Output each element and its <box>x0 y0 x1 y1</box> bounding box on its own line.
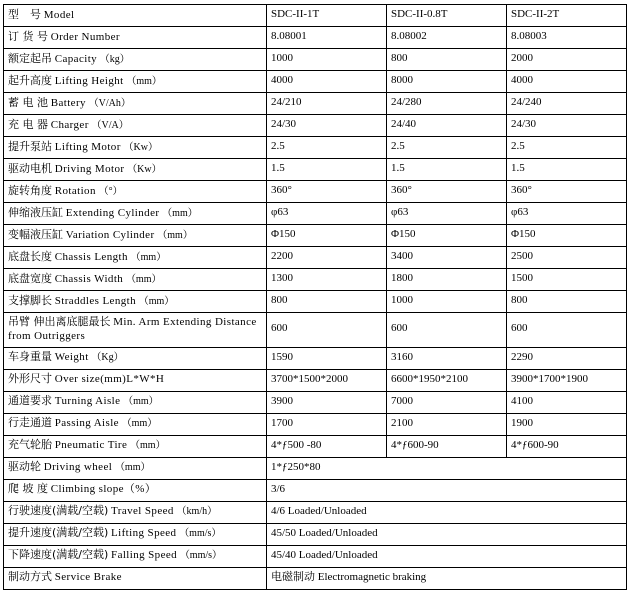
row-label-cell <box>4 247 267 269</box>
row-value-3: 1900 <box>507 413 627 435</box>
table-row <box>4 457 627 479</box>
row-label-cn: 行驶速度(满载/空载) <box>8 504 109 518</box>
row-value-2: 1000 <box>387 291 507 313</box>
row-label-cn: 订 货 号 <box>8 29 48 43</box>
table-row <box>4 413 627 435</box>
row-label-cell <box>4 545 267 567</box>
row-value-merged: 3/6 <box>267 479 627 501</box>
row-label-unit: （km/h） <box>176 506 218 518</box>
table-row <box>4 71 627 93</box>
row-label-unit: （Kg） <box>91 352 124 364</box>
table-row <box>4 479 627 501</box>
table-row <box>4 137 627 159</box>
row-label-unit: （mm） <box>138 295 175 307</box>
row-label-unit: （Kw） <box>123 141 158 153</box>
row-value-2: 600 <box>387 313 507 348</box>
row-label-cn: 旋转角度 <box>8 183 52 197</box>
row-label-en: Over size(mm)L*W*H <box>54 373 165 386</box>
row-label-en: Capacity <box>54 52 98 65</box>
row-value-1: 1000 <box>267 49 387 71</box>
row-label-cell <box>4 27 267 49</box>
row-value-3: Φ150 <box>507 225 627 247</box>
table-row <box>4 291 627 313</box>
row-label-cn: 底盘长度 <box>8 249 52 263</box>
table-row <box>4 225 627 247</box>
row-value-3: 600 <box>507 313 627 348</box>
row-value-2: 6600*1950*2100 <box>387 369 507 391</box>
row-label-en: Service Brake <box>54 571 122 584</box>
row-label-cn: 通道要求 <box>8 394 52 408</box>
row-label-unit: （mm） <box>126 75 162 87</box>
row-value-3: 4100 <box>507 391 627 413</box>
row-label-unit: （mm） <box>123 396 159 408</box>
row-value-2: 800 <box>387 49 507 71</box>
row-label-en: Min. Arm Extending Distance from Outriggers <box>8 316 257 342</box>
row-label-cn: 车身重量 <box>8 350 52 364</box>
row-label-cell <box>4 347 267 369</box>
row-label-en: Pneumatic Tire <box>54 439 128 452</box>
row-value-merged: 4/6 Loaded/Unloaded <box>267 501 627 523</box>
row-label-cell <box>4 93 267 115</box>
row-label-en: Turning Aisle <box>54 395 121 408</box>
row-label-cell <box>4 181 267 203</box>
row-label-cell <box>4 49 267 71</box>
table-row <box>4 203 627 225</box>
row-value-merged: 电磁制动 Electromagnetic braking <box>267 567 627 589</box>
table-row <box>4 435 627 457</box>
row-value-1: 1.5 <box>267 159 387 181</box>
row-label-en: Lifting Motor <box>54 140 121 153</box>
row-label-cell <box>4 391 267 413</box>
row-label-unit: （mm） <box>162 207 198 219</box>
row-label-en: Order Number <box>50 30 120 43</box>
row-value-2: 3400 <box>387 247 507 269</box>
row-label-cell <box>4 159 267 181</box>
row-label-unit: （mm） <box>130 251 167 263</box>
row-label-unit: （°） <box>98 185 123 197</box>
table-row <box>4 115 627 137</box>
row-value-3: 360° <box>507 181 627 203</box>
row-label-cn: 驱动轮 <box>8 460 41 474</box>
row-value-1: 2.5 <box>267 137 387 159</box>
table-row <box>4 181 627 203</box>
row-label-unit: （kg） <box>99 53 130 65</box>
row-label-cell <box>4 313 267 348</box>
row-label-cell <box>4 291 267 313</box>
row-label-cn: 变幅液压缸 <box>8 227 63 241</box>
row-label-cn: 外形尺寸 <box>8 372 52 386</box>
row-label-unit: （mm） <box>157 229 193 241</box>
row-label-cell <box>4 479 267 501</box>
row-value-3: 24/30 <box>507 115 627 137</box>
row-value-merged: 45/50 Loaded/Unloaded <box>267 523 627 545</box>
row-value-2: 1800 <box>387 269 507 291</box>
row-label-unit: （V/A） <box>91 119 129 131</box>
table-row <box>4 523 627 545</box>
row-label-cell <box>4 269 267 291</box>
table-row <box>4 501 627 523</box>
row-label-cn: 下降速度(满载/空载) <box>8 548 109 562</box>
table-row <box>4 391 627 413</box>
row-value-1: 1590 <box>267 347 387 369</box>
row-label-en: Extending Cylinder <box>65 206 160 219</box>
row-label-en: Lifting Height <box>54 74 124 87</box>
row-label-en: Climbing slope（%） <box>50 483 157 496</box>
row-label-cn: 充气轮胎 <box>8 438 52 452</box>
row-value-3: 1500 <box>507 269 627 291</box>
row-value-1: 4*ƒ500 -80 <box>267 435 387 457</box>
row-value-3: 4000 <box>507 71 627 93</box>
row-value-2: 2.5 <box>387 137 507 159</box>
row-label-cn: 蓄 电 池 <box>8 95 48 109</box>
row-value-1: 800 <box>267 291 387 313</box>
row-value-2: 24/280 <box>387 93 507 115</box>
row-value-merged: 1*ƒ250*80 <box>267 457 627 479</box>
row-value-2: 8.08002 <box>387 27 507 49</box>
row-value-3: 4*ƒ600-90 <box>507 435 627 457</box>
row-label-cn: 制动方式 <box>8 570 52 584</box>
header-model-3: SDC-II-2T <box>507 5 627 27</box>
row-label-en: Driving Motor <box>54 162 125 175</box>
row-label-unit: （mm） <box>130 440 166 452</box>
row-value-3: φ63 <box>507 203 627 225</box>
row-value-2: 24/40 <box>387 115 507 137</box>
row-label-cell <box>4 435 267 457</box>
row-label-unit: （mm） <box>125 273 162 285</box>
header-label-en: Model <box>43 8 75 21</box>
row-value-2: Φ150 <box>387 225 507 247</box>
row-label-unit: （Kw） <box>127 163 162 175</box>
row-label-cell <box>4 225 267 247</box>
row-label-en: Straddles Length <box>54 294 136 307</box>
row-label-en: Chassis Width <box>54 272 124 285</box>
table-header-row <box>4 5 627 27</box>
row-label-en: Falling Speed <box>111 549 178 562</box>
row-label-cn: 额定起吊 <box>8 51 52 65</box>
row-value-3: 2500 <box>507 247 627 269</box>
row-label-unit: （mm） <box>114 462 151 474</box>
row-label-unit: （mm/s） <box>179 550 223 562</box>
row-value-1: 360° <box>267 181 387 203</box>
row-value-2: 3160 <box>387 347 507 369</box>
table-body <box>4 5 627 590</box>
table-row <box>4 347 627 369</box>
row-label-unit: （mm/s） <box>179 528 222 540</box>
row-value-1: 2200 <box>267 247 387 269</box>
table-row <box>4 247 627 269</box>
row-label-cell <box>4 369 267 391</box>
row-label-unit: （V/Ah） <box>88 97 131 109</box>
row-label-cell <box>4 115 267 137</box>
row-label-en: Travel Speed <box>111 505 174 518</box>
row-value-2: 360° <box>387 181 507 203</box>
row-label-cn: 提升速度(满载/空载) <box>8 526 109 540</box>
row-value-1: 8.08001 <box>267 27 387 49</box>
row-label-cn: 提升泵站 <box>8 139 52 153</box>
row-label-cn: 底盘宽度 <box>8 271 52 285</box>
row-value-3: 2.5 <box>507 137 627 159</box>
table-row <box>4 269 627 291</box>
row-label-en: Variation Cylinder <box>65 228 155 241</box>
row-value-1: 24/210 <box>267 93 387 115</box>
table-row <box>4 49 627 71</box>
row-label-cn: 伸缩液压缸 <box>8 205 63 219</box>
row-value-3: 8.08003 <box>507 27 627 49</box>
row-value-2: 8000 <box>387 71 507 93</box>
table-row <box>4 545 627 567</box>
row-value-1: 4000 <box>267 71 387 93</box>
row-label-cn: 支撑脚长 <box>8 293 52 307</box>
row-label-cn: 爬 坡 度 <box>8 482 48 496</box>
table-row <box>4 159 627 181</box>
row-label-en: Rotation <box>54 184 96 197</box>
row-label-cn: 驱动电机 <box>8 161 52 175</box>
row-value-3: 2290 <box>507 347 627 369</box>
row-label-cell <box>4 567 267 589</box>
table-row <box>4 27 627 49</box>
row-label-en: Charger <box>50 118 89 131</box>
row-label-en: Battery <box>50 96 86 109</box>
row-value-1: 1300 <box>267 269 387 291</box>
row-label-en: Weight <box>54 351 89 364</box>
row-value-3: 800 <box>507 291 627 313</box>
header-model-1: SDC-II-1T <box>267 5 387 27</box>
row-label-unit: （mm） <box>121 418 158 430</box>
row-value-2: 2100 <box>387 413 507 435</box>
row-value-1: φ63 <box>267 203 387 225</box>
row-label-cn: 充 电 器 <box>8 117 48 131</box>
table-row <box>4 313 627 348</box>
header-label-cell <box>4 5 267 27</box>
row-value-1: 24/30 <box>267 115 387 137</box>
row-value-3: 3900*1700*1900 <box>507 369 627 391</box>
row-label-en: Lifting Speed <box>111 527 177 540</box>
table-row <box>4 567 627 589</box>
header-model-2: SDC-II-0.8T <box>387 5 507 27</box>
row-label-cell <box>4 137 267 159</box>
row-label-cell <box>4 203 267 225</box>
row-label-cell <box>4 71 267 93</box>
row-label-en: Driving wheel <box>43 461 113 474</box>
row-label-cell <box>4 457 267 479</box>
row-value-3: 24/240 <box>507 93 627 115</box>
header-label-cn: 型 号 <box>8 7 41 21</box>
specification-table <box>3 4 627 590</box>
table-row <box>4 369 627 391</box>
row-label-en: Chassis Length <box>54 250 128 263</box>
row-value-2: 1.5 <box>387 159 507 181</box>
row-label-cn: 起升高度 <box>8 73 52 87</box>
row-value-2: 7000 <box>387 391 507 413</box>
row-value-1: 1700 <box>267 413 387 435</box>
row-value-2: φ63 <box>387 203 507 225</box>
table-row <box>4 93 627 115</box>
row-value-3: 1.5 <box>507 159 627 181</box>
row-label-en: Passing Aisle <box>54 417 119 430</box>
row-label-cell <box>4 413 267 435</box>
row-label-cn: 吊臂 伸出离底腿最长 <box>8 315 111 328</box>
row-value-3: 2000 <box>507 49 627 71</box>
row-value-1: 600 <box>267 313 387 348</box>
row-label-cell <box>4 523 267 545</box>
row-value-2: 4*ƒ600-90 <box>387 435 507 457</box>
row-value-1: 3900 <box>267 391 387 413</box>
row-value-1: Φ150 <box>267 225 387 247</box>
row-label-cell <box>4 501 267 523</box>
row-value-merged: 45/40 Loaded/Unloaded <box>267 545 627 567</box>
row-label-cn: 行走通道 <box>8 416 52 430</box>
row-value-1: 3700*1500*2000 <box>267 369 387 391</box>
